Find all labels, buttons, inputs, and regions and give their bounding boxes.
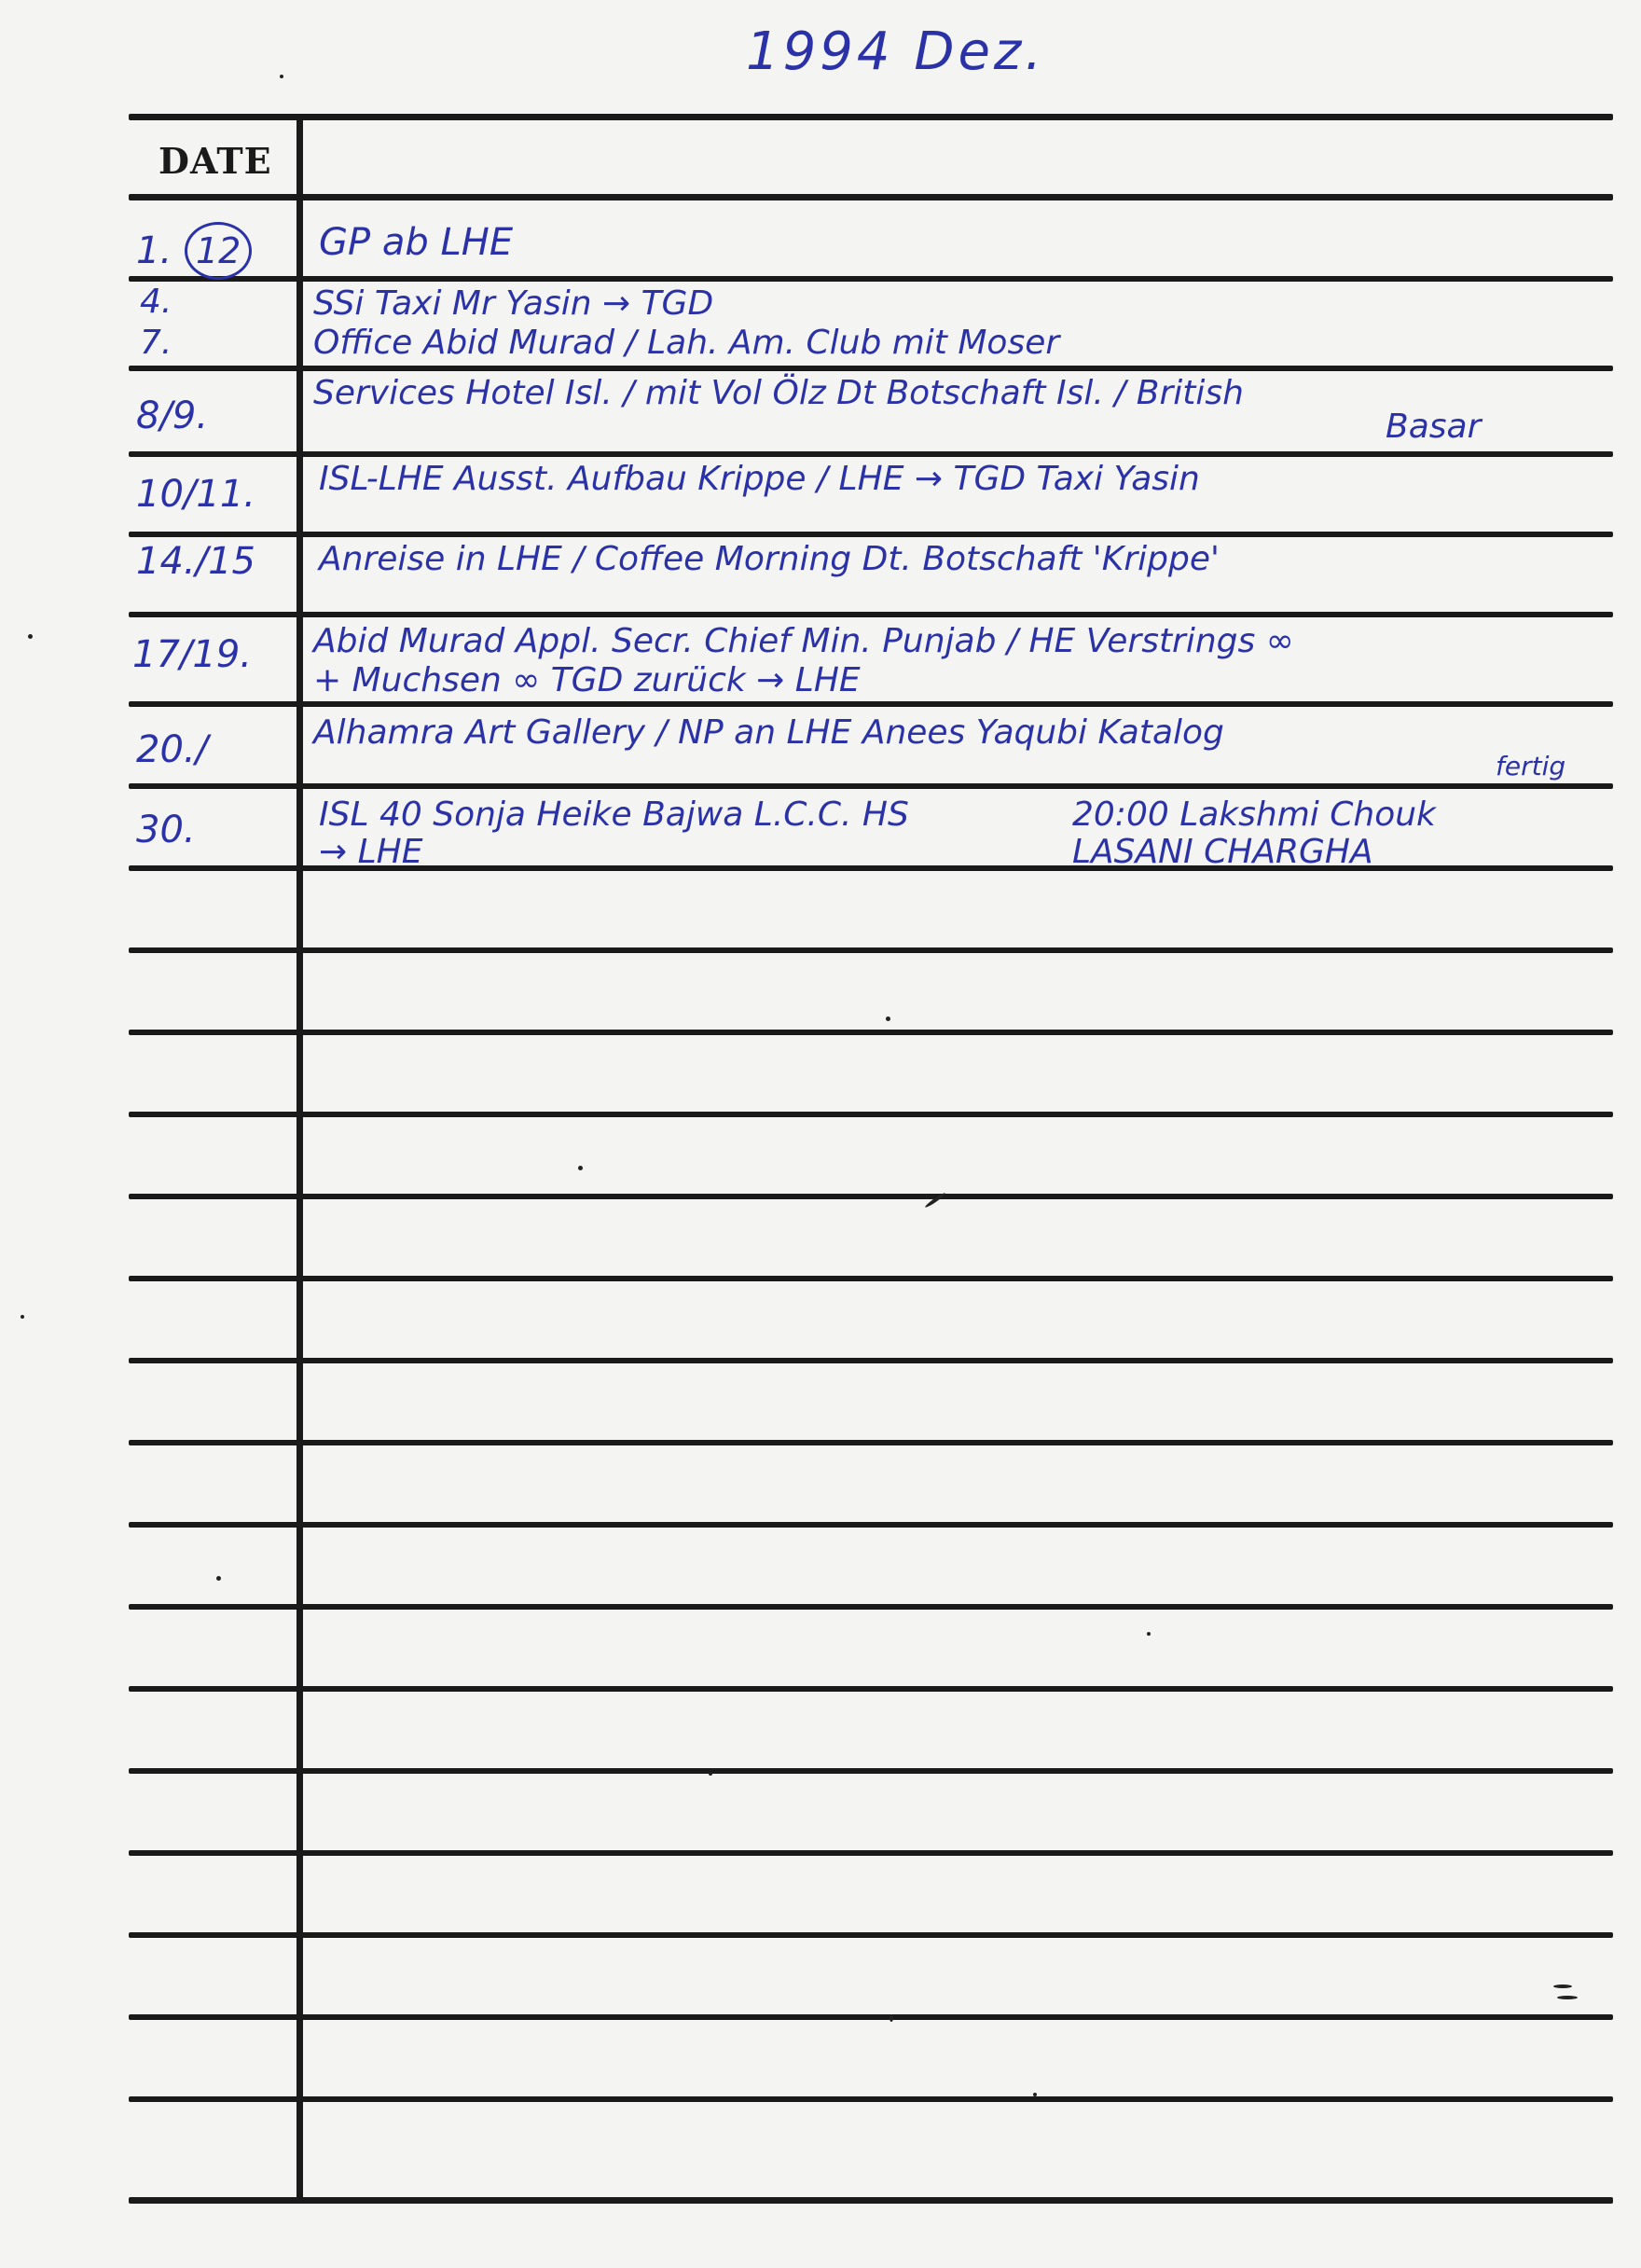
row-rule (129, 366, 1613, 371)
row-rule (129, 1522, 1613, 1528)
row-rule (129, 1194, 1613, 1199)
entry-text-continued: → LHE (319, 833, 423, 871)
entry-date: 20./ (136, 728, 209, 771)
entry-text: Abid Murad Appl. Secr. Chief Min. Punjab / HE Verstrings ∞ (313, 622, 1294, 660)
entry-date: 17/19. (132, 633, 252, 676)
row-rule (129, 1358, 1613, 1363)
entry-text: Alhamra Art Gallery / NP an LHE Anees Yaqubi Katalog (313, 713, 1224, 752)
entry-date-text: 1. (136, 229, 172, 272)
entry-text: ISL-LHE Ausst. Aufbau Krippe / LHE → TGD Taxi Yasin (319, 460, 1200, 498)
entry-text: ISL 40 Sonja Heike Bajwa L.C.C. HS (319, 795, 909, 834)
scan-speck (216, 1576, 221, 1581)
scan-speck (709, 1772, 712, 1776)
entry-text: SSi Taxi Mr Yasin → TGD (313, 284, 714, 323)
page-heading: 1994 Dez. (746, 21, 1046, 82)
header-rule (129, 194, 1613, 201)
entry-text: Office Abid Murad / Lah. Am. Club mit Moser (313, 324, 1060, 362)
table-top-rule (129, 114, 1613, 120)
scan-speck (578, 1166, 583, 1170)
row-rule (129, 451, 1613, 457)
table-bottom-rule (129, 2197, 1613, 2204)
entry-date: 10/11. (136, 473, 255, 516)
entry-text-continued: fertig (1496, 751, 1566, 781)
row-rule (129, 1932, 1613, 1938)
row-rule (129, 1768, 1613, 1774)
entry-text-right-continued: LASANI CHARGHA (1072, 833, 1373, 871)
scan-mark (1553, 1984, 1572, 1988)
row-rule (129, 1850, 1613, 1856)
scan-mark (1557, 1996, 1578, 1999)
entry-date: 7. (140, 324, 172, 362)
scan-speck (1147, 1632, 1151, 1636)
entry-date: 8/9. (136, 394, 209, 437)
row-rule (129, 701, 1613, 707)
row-rule (129, 2014, 1613, 2020)
row-rule (129, 1604, 1613, 1610)
scan-speck (28, 634, 33, 639)
row-rule (129, 1440, 1613, 1445)
row-rule (129, 783, 1613, 789)
entry-text: GP ab LHE (319, 221, 514, 264)
row-rule (129, 1686, 1613, 1692)
entry-text: Anreise in LHE / Coffee Morning Dt. Botschaft 'Krippe' (319, 540, 1220, 578)
row-rule (129, 532, 1613, 537)
date-column-header: DATE (159, 140, 272, 182)
entry-text-continued: + Muchsen ∞ TGD zurück → LHE (313, 661, 861, 699)
entry-date: 30. (136, 809, 196, 851)
scan-speck (886, 1016, 890, 1021)
row-rule (129, 1030, 1613, 1035)
scan-speck (1033, 2093, 1037, 2096)
scan-speck (21, 1315, 24, 1319)
entry-text: Services Hotel Isl. / mit Vol Ölz Dt Botschaft Isl. / British (313, 374, 1244, 412)
entry-date: 14./15 (136, 540, 255, 583)
entry-text-right: 20:00 Lakshmi Chouk (1072, 795, 1436, 834)
circled-number: 12 (185, 222, 252, 280)
entry-date (136, 222, 252, 280)
row-rule (129, 1112, 1613, 1117)
entry-text-continued: Basar (1386, 408, 1482, 446)
row-rule (129, 612, 1613, 617)
scan-speck (889, 2014, 893, 2022)
row-rule (129, 947, 1613, 953)
entry-date: 4. (140, 283, 172, 321)
scan-speck (280, 75, 283, 78)
row-rule (129, 1276, 1613, 1281)
row-rule (129, 276, 1613, 282)
date-column-divider (296, 114, 303, 2203)
row-rule (129, 2096, 1613, 2102)
